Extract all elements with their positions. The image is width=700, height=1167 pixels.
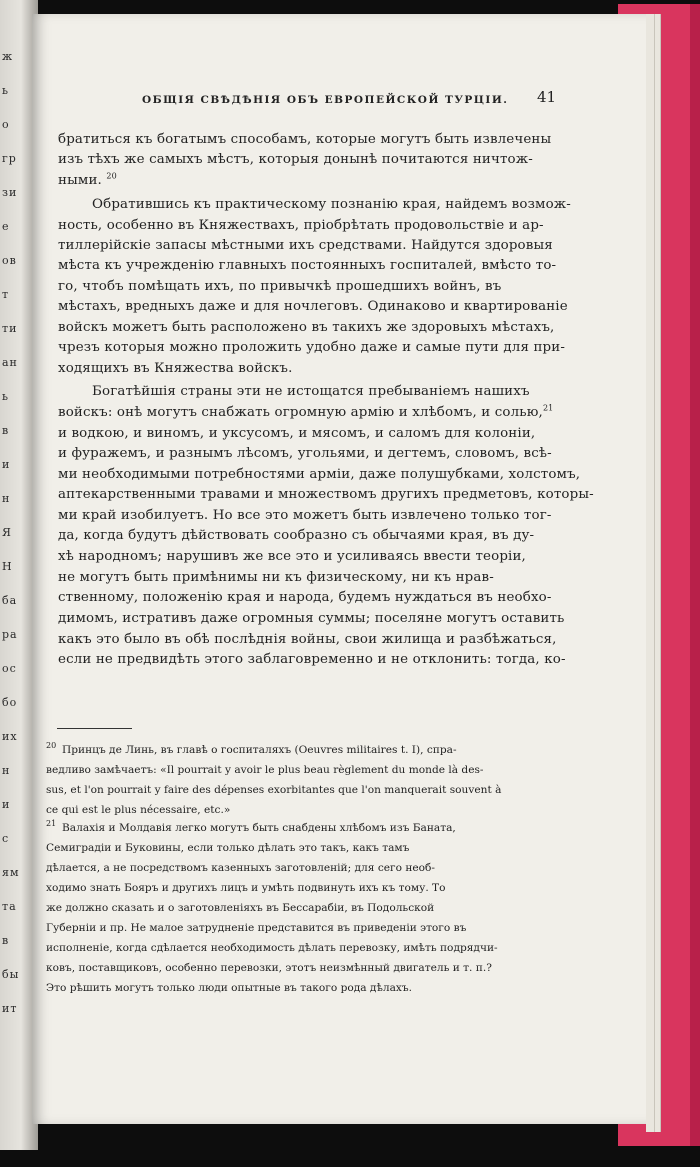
footnote-mark: 21 xyxy=(46,819,57,828)
footnote-line: Губерніи и пр. Не малое затрудненіе представится въ приведеніи этого въ xyxy=(46,922,467,934)
left-page-fragment: гр xyxy=(2,152,17,165)
page-edge xyxy=(646,14,655,1132)
body-line: если не предвидѣть этого заблаговременно и не отклонить: тогда, ко- xyxy=(58,652,566,667)
left-page-fragment: ан xyxy=(2,356,18,369)
left-page-fragment: ит xyxy=(2,1002,18,1015)
body-line: тиллерійскіе запасы мѣстными ихъ средствами. Найдутся здоровыя xyxy=(58,238,553,253)
body-line: ходящихъ въ Княжества войскъ. xyxy=(58,361,293,376)
body-line: хѣ народномъ; нарушивъ же все это и усиливаясь ввести теоріи, xyxy=(58,549,526,564)
footnote-mark: 20 xyxy=(46,741,57,750)
footnote-line: исполненіе, когда сдѣлается необходимость дѣлать перевозку, имѣть подрядчи- xyxy=(46,942,498,954)
left-page-fragment: бо xyxy=(2,696,18,709)
left-page-fragment: ж xyxy=(2,50,14,63)
footnote-line: дѣлается, а не посредствомъ казенныхъ заготовленій; для сего необ- xyxy=(46,862,436,874)
left-page-fragment: н xyxy=(2,492,11,505)
body-line: войскъ: онѣ могутъ снабжать огромную армію и хлѣбомъ, и солью,$^{21}$ xyxy=(58,403,554,420)
left-page-fragment: бы xyxy=(2,968,20,981)
left-page-fragment: Н xyxy=(2,560,13,573)
body-line: какъ это было въ обѣ послѣднія войны, свои жилища и разбѣжаться, xyxy=(58,632,557,647)
body-line: димомъ, истративъ даже огромныя суммы; поселяне могутъ оставить xyxy=(58,611,565,626)
body-line: войскъ можетъ быть расположено въ такихъ же здоровыхъ мѣстахъ, xyxy=(58,320,555,335)
left-page-fragment: т xyxy=(2,288,10,301)
footnote-line: ce qui est le plus nécessaire, etc.» xyxy=(46,804,231,816)
left-page-fragment: в xyxy=(2,934,10,947)
left-page-fragment: ос xyxy=(2,662,17,675)
body-line: чрезъ которыя можно проложить удобно даже и самые пути для при- xyxy=(58,340,566,355)
body-line: не могутъ быть примѣнимы ни къ физическому, ни къ нрав- xyxy=(58,570,494,585)
body-line: мѣстахъ, вредныхъ даже и для ночлеговъ. Одинаково и квартированіе xyxy=(58,299,568,314)
body-line: го, чтобъ помѣщать ихъ, по привычкѣ прошедшихъ войнъ, въ xyxy=(58,279,502,294)
running-head: ОБЩІЯ СВѢДѢНІЯ ОБЪ ЕВРОПЕЙСКОЙ ТУРЦІИ. xyxy=(142,94,509,106)
left-page-fragment: ям xyxy=(2,866,20,879)
footnote-ref-20[interactable]: 20 xyxy=(106,171,117,181)
book-page xyxy=(32,14,646,1124)
footnote-line: Это рѣшить могутъ только люди опытные въ такого рода дѣлахъ. xyxy=(46,982,412,994)
left-page-fragment: н xyxy=(2,764,11,777)
footnote-line: же должно сказать и о заготовленіяхъ въ Бессарабіи, въ Подольской xyxy=(46,902,435,914)
body-line: ственному, положенію края и народа, будемъ нуждаться въ необхо- xyxy=(58,590,552,605)
left-page-fragment: та xyxy=(2,900,17,913)
body-line: да, когда будутъ дѣйствовать сообразно съ обычаями края, въ ду- xyxy=(58,528,535,543)
left-page-fragment: ь xyxy=(2,390,9,403)
body-line: ность, особенно въ Княжествахъ, пріобрѣтать продовольствіе и ар- xyxy=(58,218,544,233)
left-page-fragment: ти xyxy=(2,322,18,335)
left-page-fragment: ь xyxy=(2,84,9,97)
body-line: и водкою, и виномъ, и уксусомъ, и мясомъ, и саломъ для колоніи, xyxy=(58,426,536,441)
left-page-fragment: в xyxy=(2,424,10,437)
body-line: и фуражемъ, и разнымъ лѣсомъ, угольями, и дегтемъ, словомъ, всѣ- xyxy=(58,446,552,461)
footnote-line: ковъ, поставщиковъ, особенно перевозки, этотъ неизмѣнный двигатель и т. п.? xyxy=(46,962,492,974)
left-page-fragment: и xyxy=(2,798,11,811)
footnote-line: Принцъ де Линь, въ главѣ о госпиталяхъ (Oeuvres militaires t. I), спра- xyxy=(62,744,457,756)
body-line: ными. $^{20}$ xyxy=(58,171,117,188)
book-cover-edge xyxy=(690,4,700,1146)
body-line: ми край изобилуетъ. Но все это можетъ быть извлечено только тог- xyxy=(58,508,552,523)
footnote-separator xyxy=(57,728,132,729)
body-line: братиться къ богатымъ способамъ, которые могутъ быть извлечены xyxy=(58,132,552,147)
footnote-line: ходимо знать Бояръ и другихъ лицъ и умѣть подвинуть ихъ къ тому. То xyxy=(46,882,446,894)
footnote-line: Семиградіи и Буковины, если только дѣлать это такъ, какъ тамъ xyxy=(46,842,410,854)
footnote-line: sus, et l'on pourrait y faire des dépenses exorbitantes que l'on manquerait souvent à xyxy=(46,784,502,796)
left-page-fragment: Я xyxy=(2,526,12,539)
left-page-fragment: и xyxy=(2,458,11,471)
body-line: мѣста къ учрежденію главныхъ постоянныхъ госпиталей, вмѣсто то- xyxy=(58,258,557,273)
body-line: Обратившись къ практическому познанію края, найдемъ возмож- xyxy=(92,197,571,212)
body-line: изъ тѣхъ же самыхъ мѣстъ, которыя донынѣ почитаются ничтож- xyxy=(58,152,533,167)
body-line: аптекарственными травами и множествомъ другихъ предметовъ, которы- xyxy=(58,487,594,502)
footnote-ref-21[interactable]: 21 xyxy=(542,403,554,413)
page-number: 41 xyxy=(537,88,557,106)
left-page-fragment: с xyxy=(2,832,10,845)
left-page-fragment: их xyxy=(2,730,18,743)
left-page-fragment: ов xyxy=(2,254,17,267)
footnote-line: ведливо замѣчаетъ: «Il pourrait y avoir le plus beau règlement du monde là des- xyxy=(46,764,484,776)
left-page-fragment: о xyxy=(2,118,10,131)
left-page-fragment: е xyxy=(2,220,10,233)
body-line: Богатѣйшія страны эти не истощатся пребываніемъ нашихъ xyxy=(92,384,530,399)
left-page-fragment: зи xyxy=(2,186,18,199)
left-page-fragment: ра xyxy=(2,628,18,641)
body-line: ми необходимыми потребностями арміи, даже полушубками, холстомъ, xyxy=(58,467,581,482)
left-page-fragment: ба xyxy=(2,594,18,607)
footnote-line: Валахія и Молдавія легко могутъ быть снабдены хлѣбомъ изъ Баната, xyxy=(62,822,456,834)
